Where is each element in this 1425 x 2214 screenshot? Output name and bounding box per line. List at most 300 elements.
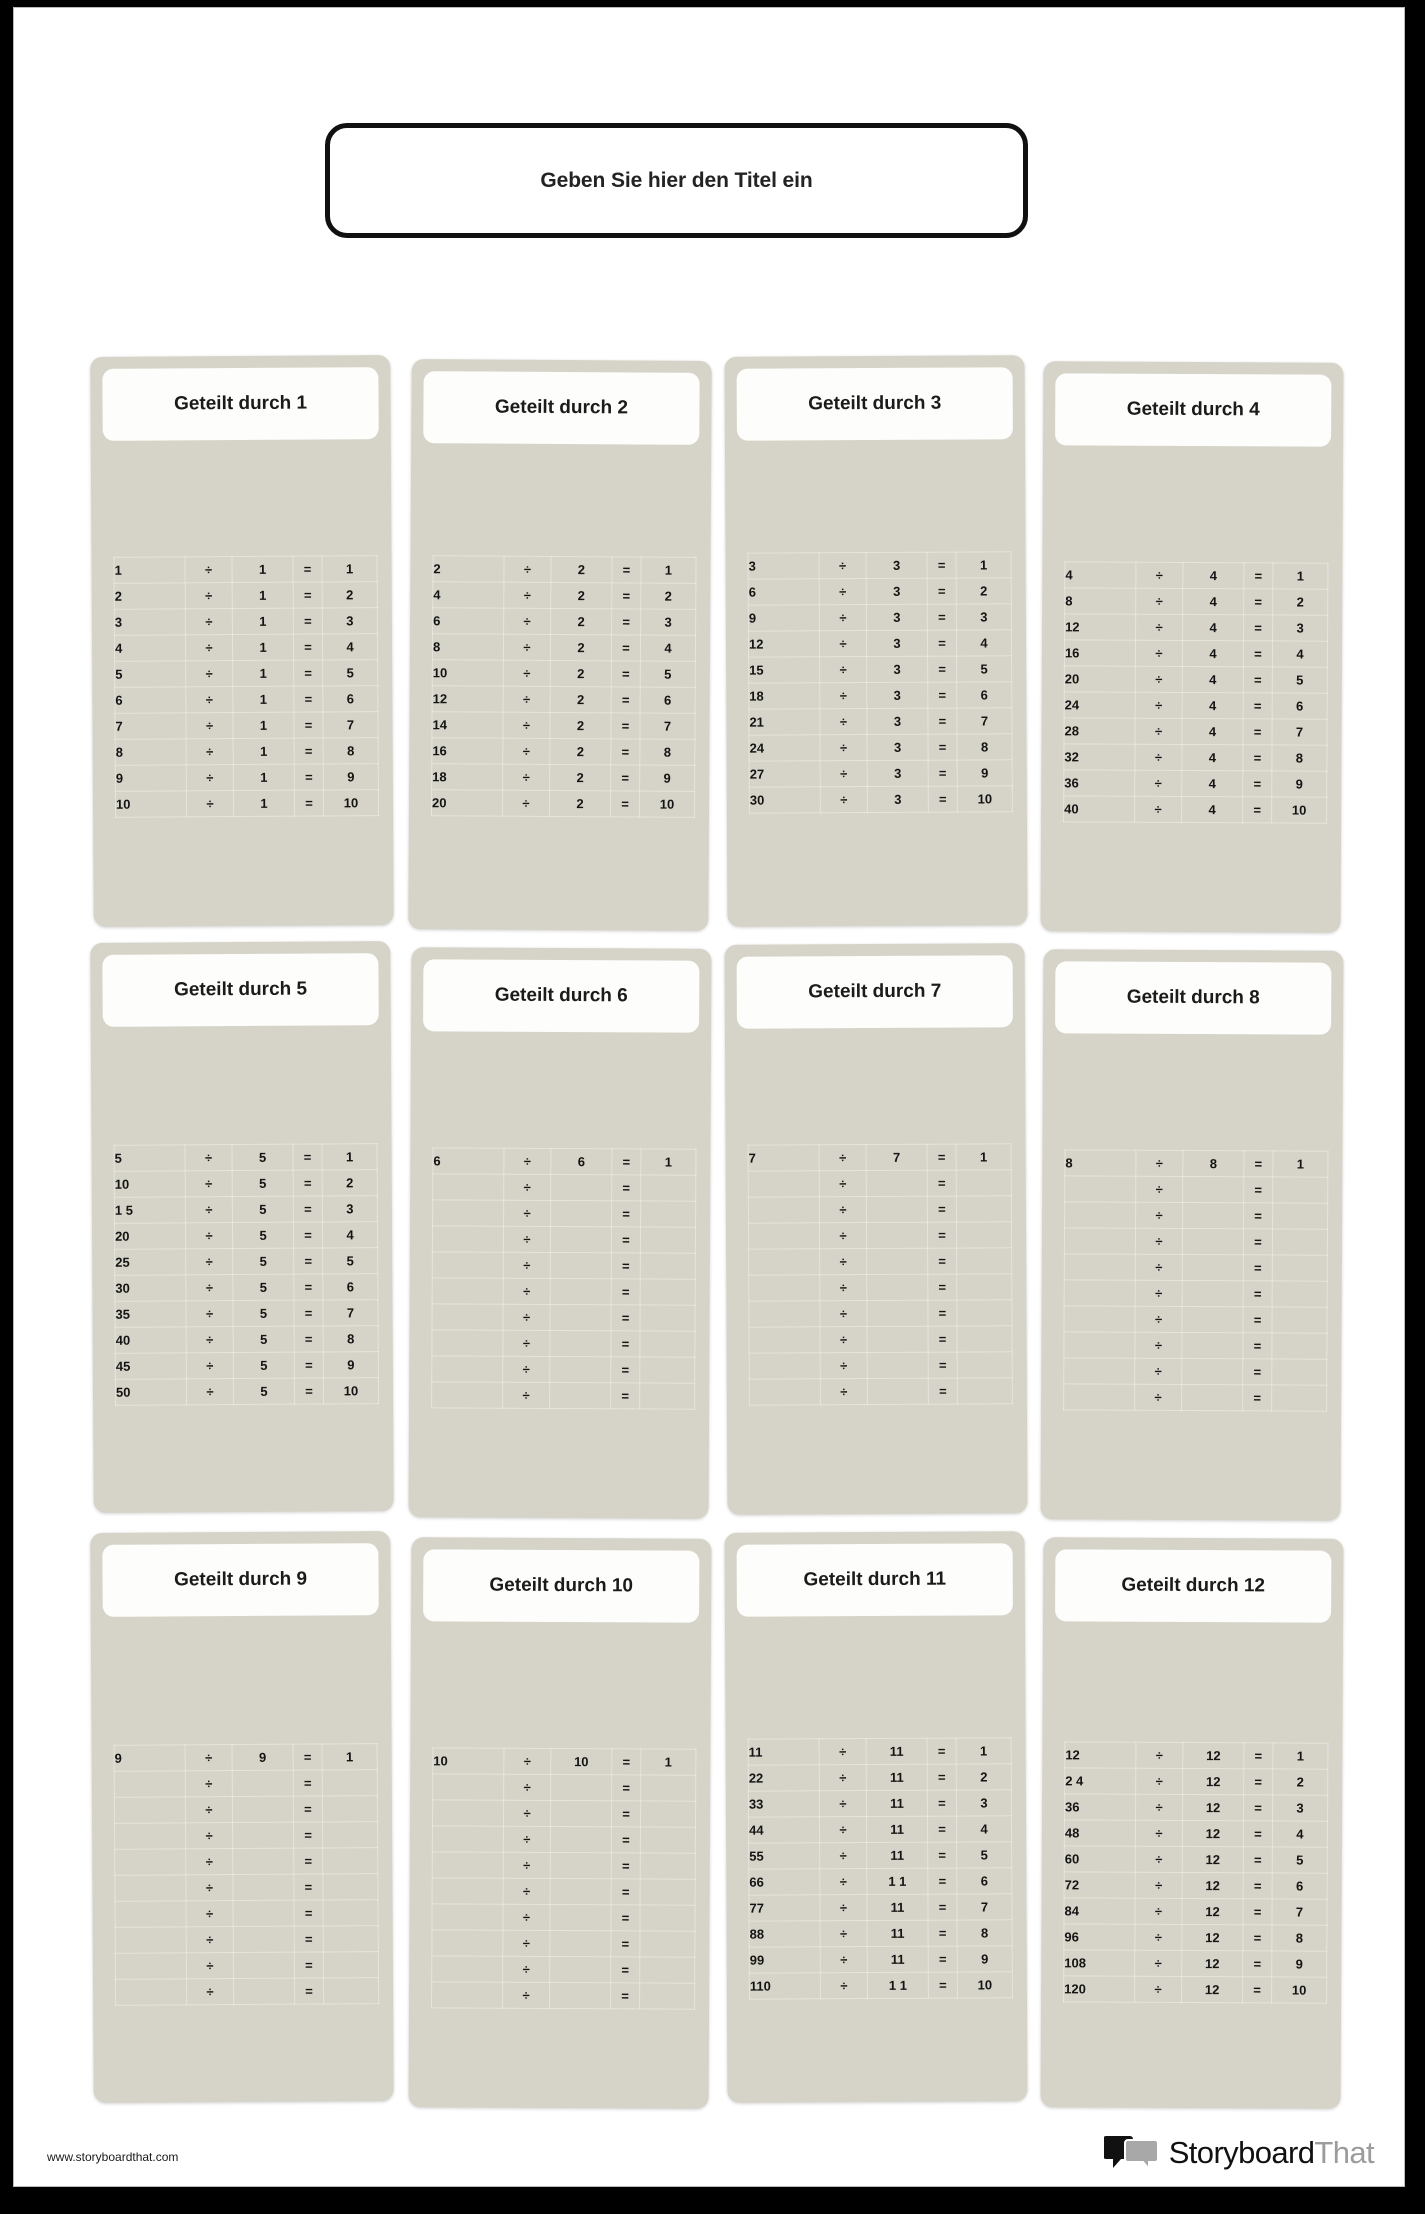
- quotient-cell[interactable]: 6: [957, 682, 1012, 708]
- quotient-cell[interactable]: [640, 1827, 695, 1853]
- quotient-cell[interactable]: 5: [957, 1842, 1012, 1868]
- dividend-cell[interactable]: 110: [749, 1973, 820, 1999]
- quotient-cell[interactable]: [1272, 1385, 1327, 1411]
- equation-row[interactable]: [1064, 1898, 1327, 1925]
- equation-row[interactable]: [1064, 1228, 1327, 1255]
- divisor-cell[interactable]: 12: [1183, 1768, 1244, 1794]
- dividend-cell[interactable]: 4: [114, 635, 185, 661]
- divisor-cell[interactable]: [550, 1904, 611, 1930]
- equation-row[interactable]: [1064, 640, 1327, 667]
- dividend-cell[interactable]: 88: [749, 1921, 820, 1947]
- quotient-cell[interactable]: 6: [640, 687, 695, 713]
- divisor-cell[interactable]: 1: [233, 712, 294, 738]
- quotient-cell[interactable]: [640, 1253, 695, 1279]
- divisor-cell[interactable]: 1: [233, 686, 294, 712]
- dividend-cell[interactable]: 96: [1064, 1924, 1135, 1950]
- dividend-cell[interactable]: [433, 1200, 504, 1226]
- equation-row[interactable]: [115, 764, 378, 792]
- equation-row[interactable]: [432, 1278, 695, 1305]
- equation-row[interactable]: [1064, 666, 1327, 693]
- divisor-cell[interactable]: 1: [232, 634, 293, 660]
- divisor-cell[interactable]: 1 1: [867, 1972, 928, 1998]
- equation-row[interactable]: [1064, 1332, 1327, 1359]
- quotient-cell[interactable]: 7: [323, 712, 378, 738]
- quotient-cell[interactable]: 10: [323, 1378, 378, 1404]
- quotient-cell[interactable]: [640, 1853, 695, 1879]
- divisor-cell[interactable]: 11: [866, 1790, 927, 1816]
- quotient-cell[interactable]: [323, 1848, 378, 1874]
- divisor-cell[interactable]: 3: [866, 578, 927, 604]
- divisor-cell[interactable]: [550, 1382, 611, 1408]
- divisor-cell[interactable]: [1182, 1358, 1243, 1384]
- divisor-cell[interactable]: 4: [1183, 562, 1244, 588]
- quotient-cell[interactable]: 1: [956, 552, 1011, 578]
- dividend-cell[interactable]: [115, 1849, 186, 1875]
- divisor-cell[interactable]: 3: [867, 682, 928, 708]
- equation-row[interactable]: [115, 1952, 378, 1980]
- dividend-cell[interactable]: 6: [115, 687, 186, 713]
- equation-row[interactable]: [748, 1170, 1011, 1197]
- divisor-cell[interactable]: 5: [232, 1222, 293, 1248]
- equation-row[interactable]: [749, 1378, 1012, 1405]
- dividend-cell[interactable]: 7: [748, 1145, 819, 1171]
- equation-row[interactable]: [1064, 1950, 1327, 1977]
- dividend-cell[interactable]: [432, 1904, 503, 1930]
- quotient-cell[interactable]: [957, 1352, 1012, 1378]
- quotient-cell[interactable]: 9: [957, 760, 1012, 786]
- quotient-cell[interactable]: [323, 1952, 378, 1978]
- equation-row[interactable]: [748, 1738, 1011, 1765]
- equation-row[interactable]: [1064, 1254, 1327, 1281]
- divisor-cell[interactable]: 4: [1182, 744, 1243, 770]
- dividend-cell[interactable]: 120: [1064, 1976, 1135, 2002]
- quotient-cell[interactable]: 5: [640, 661, 695, 687]
- equation-row[interactable]: [114, 634, 377, 662]
- quotient-cell[interactable]: [1272, 1359, 1327, 1385]
- divisor-cell[interactable]: 1: [233, 660, 294, 686]
- dividend-cell[interactable]: [115, 1875, 186, 1901]
- quotient-cell[interactable]: 4: [640, 635, 695, 661]
- quotient-cell[interactable]: [641, 1775, 696, 1801]
- dividend-cell[interactable]: 5: [114, 1145, 185, 1171]
- dividend-cell[interactable]: 30: [115, 1275, 186, 1301]
- equation-row[interactable]: [115, 686, 378, 714]
- divisor-cell[interactable]: 12: [1182, 1976, 1243, 2002]
- equation-row[interactable]: [749, 1894, 1012, 1921]
- dividend-cell[interactable]: [748, 1223, 819, 1249]
- divisor-cell[interactable]: 1: [233, 738, 294, 764]
- divisor-cell[interactable]: 12: [1182, 1898, 1243, 1924]
- dividend-cell[interactable]: 2: [433, 556, 504, 582]
- divisor-cell[interactable]: [867, 1274, 928, 1300]
- divisor-cell[interactable]: [550, 1226, 611, 1252]
- divisor-cell[interactable]: [866, 1196, 927, 1222]
- quotient-cell[interactable]: 8: [640, 739, 695, 765]
- divisor-cell[interactable]: 1: [232, 556, 293, 582]
- divisor-cell[interactable]: 2: [550, 712, 611, 738]
- dividend-cell[interactable]: 25: [115, 1249, 186, 1275]
- dividend-cell[interactable]: 11: [748, 1739, 819, 1765]
- equation-row[interactable]: [433, 556, 696, 584]
- equation-row[interactable]: [749, 656, 1012, 683]
- quotient-cell[interactable]: 9: [957, 1946, 1012, 1972]
- quotient-cell[interactable]: 3: [1273, 1795, 1328, 1821]
- divisor-cell[interactable]: [232, 1796, 293, 1822]
- quotient-cell[interactable]: 8: [1272, 1925, 1327, 1951]
- quotient-cell[interactable]: 2: [1273, 1769, 1328, 1795]
- quotient-cell[interactable]: [640, 1879, 695, 1905]
- equation-row[interactable]: [748, 1222, 1011, 1249]
- divisor-cell[interactable]: 4: [1182, 718, 1243, 744]
- divisor-cell[interactable]: [233, 1822, 294, 1848]
- equation-row[interactable]: [433, 1148, 696, 1175]
- dividend-cell[interactable]: 55: [749, 1843, 820, 1869]
- dividend-cell[interactable]: 27: [749, 761, 820, 787]
- quotient-cell[interactable]: [1272, 1255, 1327, 1281]
- dividend-cell[interactable]: 60: [1064, 1846, 1135, 1872]
- equation-row[interactable]: [115, 1352, 378, 1380]
- dividend-cell[interactable]: 9: [748, 605, 819, 631]
- dividend-cell[interactable]: 77: [749, 1895, 820, 1921]
- dividend-cell[interactable]: 50: [115, 1379, 186, 1405]
- equation-row[interactable]: [1064, 1976, 1327, 2003]
- card-header[interactable]: [1055, 1549, 1331, 1622]
- equation-table[interactable]: [431, 1147, 696, 1409]
- divisor-cell[interactable]: [1182, 1254, 1243, 1280]
- quotient-cell[interactable]: [1273, 1177, 1328, 1203]
- quotient-cell[interactable]: 8: [323, 738, 378, 764]
- divisor-cell[interactable]: 5: [232, 1196, 293, 1222]
- equation-row[interactable]: [749, 682, 1012, 709]
- equation-row[interactable]: [115, 1248, 378, 1276]
- quotient-cell[interactable]: [641, 1175, 696, 1201]
- quotient-cell[interactable]: [323, 1822, 378, 1848]
- equation-row[interactable]: [749, 760, 1012, 787]
- divisor-cell[interactable]: 2: [549, 790, 610, 816]
- equation-row[interactable]: [748, 630, 1011, 657]
- dividend-cell[interactable]: 72: [1064, 1872, 1135, 1898]
- dividend-cell[interactable]: [1064, 1254, 1135, 1280]
- card-header[interactable]: [1055, 373, 1331, 446]
- card-header[interactable]: [102, 953, 378, 1027]
- dividend-cell[interactable]: [432, 1382, 503, 1408]
- quotient-cell[interactable]: 1: [322, 1144, 377, 1170]
- equation-row[interactable]: [432, 1826, 695, 1853]
- dividend-cell[interactable]: [1065, 1176, 1136, 1202]
- dividend-cell[interactable]: [115, 1901, 186, 1927]
- dividend-cell[interactable]: 2 4: [1065, 1768, 1136, 1794]
- divisor-cell[interactable]: 11: [867, 1894, 928, 1920]
- quotient-cell[interactable]: 4: [956, 1816, 1011, 1842]
- card-header[interactable]: [102, 367, 378, 441]
- dividend-cell[interactable]: 4: [433, 582, 504, 608]
- quotient-cell[interactable]: 7: [640, 713, 695, 739]
- equation-row[interactable]: [432, 1304, 695, 1331]
- dividend-cell[interactable]: 33: [748, 1791, 819, 1817]
- divisor-cell[interactable]: 12: [1182, 1950, 1243, 1976]
- quotient-cell[interactable]: 9: [323, 764, 378, 790]
- equation-row[interactable]: [432, 660, 695, 688]
- equation-row[interactable]: [1065, 1150, 1328, 1177]
- dividend-cell[interactable]: 8: [115, 739, 186, 765]
- divisor-cell[interactable]: 11: [866, 1764, 927, 1790]
- quotient-cell[interactable]: [640, 1801, 695, 1827]
- divisor-cell[interactable]: [551, 1200, 612, 1226]
- quotient-cell[interactable]: 10: [957, 1972, 1012, 1998]
- equation-row[interactable]: [432, 1904, 695, 1931]
- quotient-cell[interactable]: 9: [323, 1352, 378, 1378]
- equation-row[interactable]: [432, 1800, 695, 1827]
- dividend-cell[interactable]: [115, 1927, 186, 1953]
- equation-table[interactable]: [748, 1737, 1013, 1999]
- quotient-cell[interactable]: 1: [322, 556, 377, 582]
- quotient-cell[interactable]: [1272, 1333, 1327, 1359]
- quotient-cell[interactable]: 5: [323, 1248, 378, 1274]
- dividend-cell[interactable]: [749, 1327, 820, 1353]
- dividend-cell[interactable]: [749, 1301, 820, 1327]
- divisor-cell[interactable]: [232, 1770, 293, 1796]
- divisor-cell[interactable]: 3: [867, 786, 928, 812]
- equation-row[interactable]: [432, 634, 695, 662]
- divisor-cell[interactable]: [550, 1356, 611, 1382]
- dividend-cell[interactable]: 44: [748, 1817, 819, 1843]
- dividend-cell[interactable]: 8: [432, 634, 503, 660]
- quotient-cell[interactable]: 2: [641, 583, 696, 609]
- quotient-cell[interactable]: 4: [956, 630, 1011, 656]
- divisor-cell[interactable]: 12: [1183, 1794, 1244, 1820]
- divisor-cell[interactable]: [1182, 1280, 1243, 1306]
- equation-row[interactable]: [749, 734, 1012, 761]
- dividend-cell[interactable]: 10: [432, 660, 503, 686]
- quotient-cell[interactable]: [1272, 1229, 1327, 1255]
- dividend-cell[interactable]: 66: [749, 1869, 820, 1895]
- divisor-cell[interactable]: 11: [867, 1920, 928, 1946]
- divisor-cell[interactable]: [867, 1248, 928, 1274]
- equation-row[interactable]: [432, 764, 695, 792]
- quotient-cell[interactable]: 10: [957, 786, 1012, 812]
- equation-row[interactable]: [432, 1956, 695, 1983]
- equation-row[interactable]: [432, 1330, 695, 1357]
- quotient-cell[interactable]: [322, 1770, 377, 1796]
- divisor-cell[interactable]: 12: [1183, 1742, 1244, 1768]
- equation-row[interactable]: [749, 1326, 1012, 1353]
- divisor-cell[interactable]: 5: [233, 1248, 294, 1274]
- divisor-cell[interactable]: 1: [232, 582, 293, 608]
- divisor-cell[interactable]: 11: [866, 1816, 927, 1842]
- equation-row[interactable]: [114, 1222, 377, 1250]
- equation-table[interactable]: [431, 1747, 696, 2009]
- divisor-cell[interactable]: 7: [866, 1144, 927, 1170]
- quotient-cell[interactable]: [957, 1378, 1012, 1404]
- dividend-cell[interactable]: [114, 1797, 185, 1823]
- equation-row[interactable]: [749, 1946, 1012, 1973]
- equation-row[interactable]: [749, 1248, 1012, 1275]
- equation-row[interactable]: [114, 1770, 377, 1798]
- quotient-cell[interactable]: [323, 1874, 378, 1900]
- divisor-cell[interactable]: 11: [867, 1842, 928, 1868]
- dividend-cell[interactable]: [1064, 1358, 1135, 1384]
- dividend-cell[interactable]: 5: [115, 661, 186, 687]
- equation-row[interactable]: [1065, 1742, 1328, 1769]
- equation-row[interactable]: [114, 608, 377, 636]
- equation-row[interactable]: [115, 1822, 378, 1850]
- quotient-cell[interactable]: 7: [957, 708, 1012, 734]
- equation-row[interactable]: [1065, 614, 1328, 641]
- divisor-cell[interactable]: [550, 1982, 611, 2008]
- quotient-cell[interactable]: [1272, 1281, 1327, 1307]
- quotient-cell[interactable]: 5: [957, 656, 1012, 682]
- dividend-cell[interactable]: [115, 1953, 186, 1979]
- divisor-cell[interactable]: 12: [1182, 1924, 1243, 1950]
- quotient-cell[interactable]: 3: [956, 604, 1011, 630]
- quotient-cell[interactable]: 4: [1272, 1821, 1327, 1847]
- equation-row[interactable]: [115, 1926, 378, 1954]
- quotient-cell[interactable]: [956, 1170, 1011, 1196]
- quotient-cell[interactable]: 10: [1272, 797, 1327, 823]
- dividend-cell[interactable]: 45: [115, 1353, 186, 1379]
- dividend-cell[interactable]: [432, 1878, 503, 1904]
- dividend-cell[interactable]: 18: [749, 683, 820, 709]
- equation-row[interactable]: [114, 582, 377, 610]
- dividend-cell[interactable]: 24: [749, 735, 820, 761]
- dividend-cell[interactable]: 36: [1064, 770, 1135, 796]
- divisor-cell[interactable]: 1: [233, 764, 294, 790]
- divisor-cell[interactable]: 4: [1182, 796, 1243, 822]
- equation-row[interactable]: [749, 708, 1012, 735]
- dividend-cell[interactable]: 18: [432, 764, 503, 790]
- divisor-cell[interactable]: [1182, 1306, 1243, 1332]
- equation-row[interactable]: [115, 660, 378, 688]
- equation-row[interactable]: [748, 578, 1011, 605]
- equation-row[interactable]: [1064, 692, 1327, 719]
- quotient-cell[interactable]: [957, 1300, 1012, 1326]
- card-header[interactable]: [423, 371, 699, 445]
- quotient-cell[interactable]: 2: [956, 1764, 1011, 1790]
- quotient-cell[interactable]: [956, 1222, 1011, 1248]
- dividend-cell[interactable]: 99: [749, 1947, 820, 1973]
- card-header[interactable]: [423, 959, 699, 1032]
- equation-row[interactable]: [1064, 1924, 1327, 1951]
- divisor-cell[interactable]: 2: [551, 556, 612, 582]
- divisor-cell[interactable]: [866, 1170, 927, 1196]
- equation-row[interactable]: [115, 1900, 378, 1928]
- quotient-cell[interactable]: 6: [957, 1868, 1012, 1894]
- divisor-cell[interactable]: 3: [866, 552, 927, 578]
- quotient-cell[interactable]: 7: [1272, 719, 1327, 745]
- dividend-cell[interactable]: [749, 1379, 820, 1405]
- equation-row[interactable]: [748, 604, 1011, 631]
- card-header[interactable]: [102, 1543, 378, 1617]
- quotient-cell[interactable]: 3: [641, 609, 696, 635]
- quotient-cell[interactable]: 2: [322, 582, 377, 608]
- equation-row[interactable]: [115, 712, 378, 740]
- quotient-cell[interactable]: 6: [323, 1274, 378, 1300]
- divisor-cell[interactable]: 2: [550, 634, 611, 660]
- divisor-cell[interactable]: 2: [551, 608, 612, 634]
- divisor-cell[interactable]: 9: [232, 1744, 293, 1770]
- equation-row[interactable]: [432, 1878, 695, 1905]
- quotient-cell[interactable]: 2: [956, 578, 1011, 604]
- quotient-cell[interactable]: [640, 1357, 695, 1383]
- divisor-cell[interactable]: [550, 1930, 611, 1956]
- divisor-cell[interactable]: 1: [233, 790, 294, 816]
- divisor-cell[interactable]: 12: [1182, 1846, 1243, 1872]
- divisor-cell[interactable]: 3: [867, 734, 928, 760]
- divisor-cell[interactable]: 4: [1183, 588, 1244, 614]
- dividend-cell[interactable]: 14: [432, 712, 503, 738]
- quotient-cell[interactable]: 8: [323, 1326, 378, 1352]
- dividend-cell[interactable]: 6: [748, 579, 819, 605]
- quotient-cell[interactable]: 6: [1272, 1873, 1327, 1899]
- divisor-cell[interactable]: [550, 1252, 611, 1278]
- equation-row[interactable]: [748, 552, 1011, 579]
- divisor-cell[interactable]: 12: [1182, 1872, 1243, 1898]
- equation-row[interactable]: [1064, 1384, 1327, 1411]
- quotient-cell[interactable]: [323, 1926, 378, 1952]
- equation-row[interactable]: [432, 1226, 695, 1253]
- quotient-cell[interactable]: 7: [1272, 1899, 1327, 1925]
- dividend-cell[interactable]: 35: [115, 1301, 186, 1327]
- divisor-cell[interactable]: 5: [232, 1144, 293, 1170]
- quotient-cell[interactable]: 4: [322, 634, 377, 660]
- dividend-cell[interactable]: [432, 1800, 503, 1826]
- equation-row[interactable]: [748, 1816, 1011, 1843]
- divisor-cell[interactable]: 1 1: [867, 1868, 928, 1894]
- divisor-cell[interactable]: 11: [867, 1946, 928, 1972]
- card-header[interactable]: [1055, 961, 1331, 1034]
- divisor-cell[interactable]: [551, 1174, 612, 1200]
- divisor-cell[interactable]: 2: [550, 764, 611, 790]
- equation-row[interactable]: [748, 1196, 1011, 1223]
- dividend-cell[interactable]: [749, 1353, 820, 1379]
- quotient-cell[interactable]: [640, 1279, 695, 1305]
- divisor-cell[interactable]: [867, 1300, 928, 1326]
- quotient-cell[interactable]: 1: [641, 557, 696, 583]
- equation-row[interactable]: [749, 1972, 1012, 1999]
- divisor-cell[interactable]: 3: [866, 604, 927, 630]
- equation-row[interactable]: [1064, 796, 1327, 823]
- dividend-cell[interactable]: 24: [1064, 692, 1135, 718]
- divisor-cell[interactable]: 5: [233, 1274, 294, 1300]
- divisor-cell[interactable]: 2: [550, 686, 611, 712]
- dividend-cell[interactable]: [1064, 1280, 1135, 1306]
- divisor-cell[interactable]: 4: [1182, 640, 1243, 666]
- dividend-cell[interactable]: 8: [1065, 588, 1136, 614]
- equation-row[interactable]: [749, 1274, 1012, 1301]
- quotient-cell[interactable]: 3: [322, 1196, 377, 1222]
- quotient-cell[interactable]: 3: [1273, 615, 1328, 641]
- divisor-cell[interactable]: [1182, 1332, 1243, 1358]
- equation-row[interactable]: [115, 790, 378, 818]
- equation-row[interactable]: [1065, 1794, 1328, 1821]
- equation-row[interactable]: [114, 1796, 377, 1824]
- equation-row[interactable]: [1065, 1202, 1328, 1229]
- divisor-cell[interactable]: [550, 1956, 611, 1982]
- divisor-cell[interactable]: [233, 1952, 294, 1978]
- divisor-cell[interactable]: [550, 1278, 611, 1304]
- dividend-cell[interactable]: 36: [1065, 1794, 1136, 1820]
- card-header[interactable]: [423, 1549, 699, 1622]
- dividend-cell[interactable]: 9: [115, 765, 186, 791]
- card-header[interactable]: [737, 1543, 1013, 1616]
- divisor-cell[interactable]: [867, 1352, 928, 1378]
- dividend-cell[interactable]: 48: [1064, 1820, 1135, 1846]
- divisor-cell[interactable]: 5: [233, 1378, 294, 1404]
- dividend-cell[interactable]: 40: [1064, 796, 1135, 822]
- quotient-cell[interactable]: 2: [1273, 589, 1328, 615]
- equation-table[interactable]: [114, 1743, 380, 2006]
- equation-row[interactable]: [115, 1274, 378, 1302]
